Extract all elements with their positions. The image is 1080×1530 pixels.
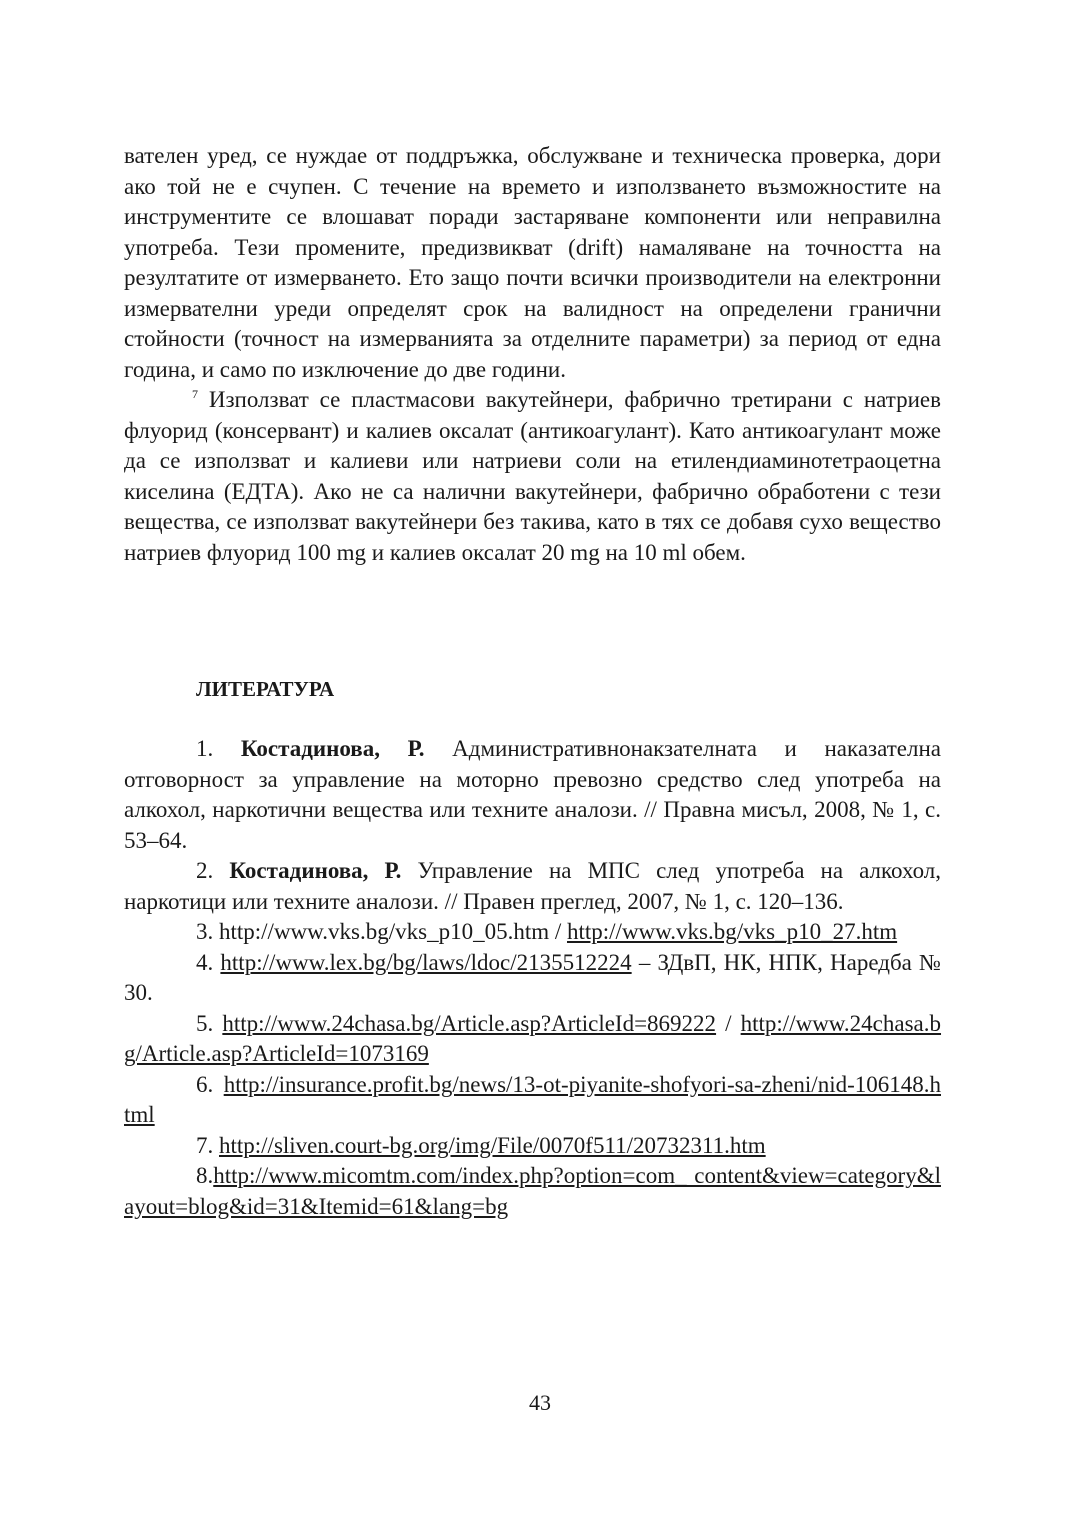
body-paragraph: вателен уред, се нуждае от поддръжка, обслужване и техническа проверка, дори ако той не е счупен. С течение на времето и използването възможностите на инструментите се влошават поради застаряване компоненти или неправилна употреба. Тези промените, предизвикват (drift) намаляване на точността на резултатите от измерването. Ето защо почти всички производители на електронни измервателни уреди определят срок на валидност на определени гранични стойности (точност на измерванията за отделните параметри) за период от една година, и само по изключение до две години. [124,143,941,382]
reference-number: 2. [196,858,230,883]
footnote-7 [124,385,941,568]
reference-link: http://www.vks.bg/vks_p10_05.htm [219,919,550,944]
reference-number: 7. [196,1132,219,1158]
literature-heading: ЛИТЕРАТУРА [196,677,335,701]
reference-link[interactable]: http://insurance.profit.bg/news/13-ot-piyanite-shofyori-sa-zheni/nid-106148.html [124,1071,941,1127]
reference-link[interactable]: http://www.micomtm.com/index.php?option=com_ content&view=category&layout=blog&id=31&Itemid=61&lang=bg [124,1163,941,1219]
footnote-text: Използват се пластмасови вакутейнери, фабрично третирани с натриев флуорид (консервант) и калиев оксалат (антикоагулант). Като антикоагулант може да се използват и калиеви или натриеви соли на етилендиаминотетраоцетна киселина (ЕДТА). Ако не са налични вакутейнери, фабрично обработени с тези вещества, се използват вакутейнери без такива, като в тях се добавя сухо вещество натриев флуорид 100 mg и калиев оксалат 20 mg на 10 ml обем. [124,387,941,565]
reference-link[interactable]: http://www.24chasa.bg/Article.asp?ArticleId=1073169 [124,1010,942,1066]
link-separator: / [716,1010,741,1036]
reference-item [124,1070,941,1131]
reference-list [124,734,941,1222]
reference-number: 3. [196,919,219,944]
reference-number: 8. [196,1163,214,1188]
reference-link[interactable]: http://sliven.court-bg.org/img/File/0070f511/20732311.htm [219,1132,766,1158]
reference-item [124,1009,941,1070]
reference-link[interactable]: http://www.24chasa.bg/Article.asp?ArticleId=869222 [222,1010,717,1036]
reference-text: Административнонакзателната и наказателна отговорност за управление на моторно превозно средство след употреба на алкохол, наркотични вещества или техните аналози. // Правна мисъл, 2008, № 1, с. 53–64. [124,736,942,853]
reference-number: 5. [196,1010,223,1036]
reference-link[interactable]: http://www.lex.bg/bg/laws/ldoc/2135512224 [220,949,632,975]
reference-text: – ЗДвП, НК, НПК, Наредба № 30. [124,949,941,1005]
page-number: 43 [529,1390,551,1415]
page-content [124,141,942,1219]
reference-item [124,856,941,917]
reference-item [124,1161,941,1222]
reference-text: Управление на МПС след употреба на алкохол, наркотици или техните аналози. // Правен преглед, 2007, № 1, с. 120–136. [124,858,942,914]
reference-author: Костадинова, Р. [240,736,425,761]
reference-number: 6. [196,1071,224,1097]
reference-item [124,1131,941,1162]
link-separator: / [549,919,567,944]
reference-author: Костадинова, Р. [229,858,402,883]
reference-number: 4. [196,949,221,975]
reference-item [124,917,941,948]
footnote-marker: 7 [192,387,198,401]
reference-number: 1. [196,736,241,761]
reference-link[interactable]: http://www.vks.bg/vks_p10_27.htm [567,919,898,944]
reference-item [124,734,941,856]
reference-item [124,948,941,1009]
